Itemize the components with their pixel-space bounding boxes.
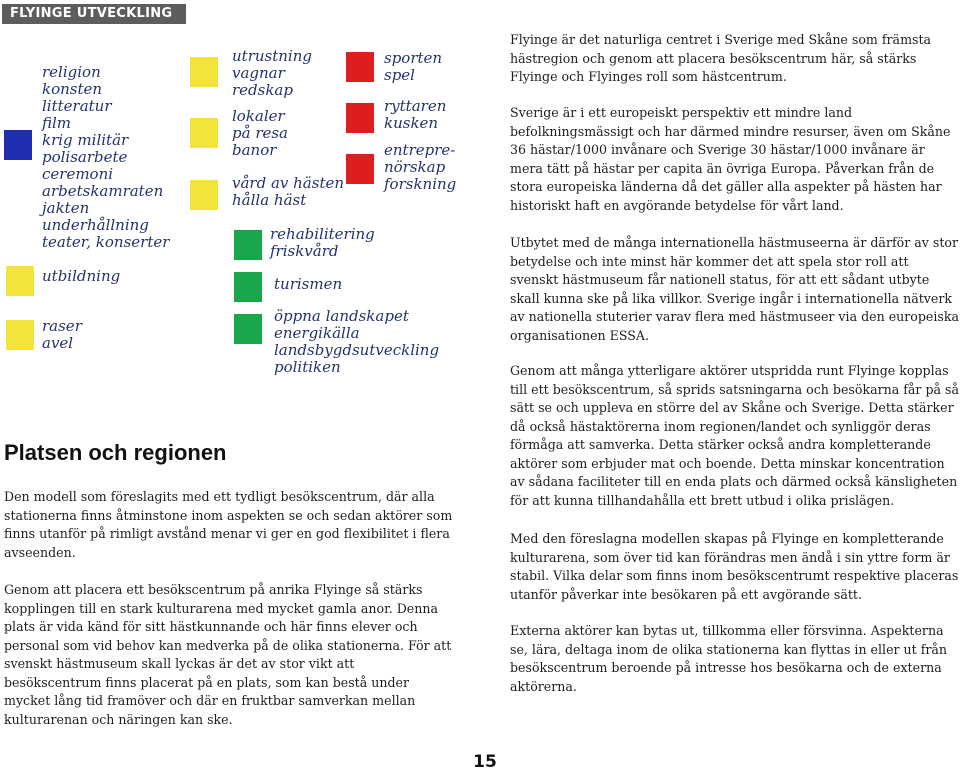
label-entrepreneurship: entrepre- nörskap forskning [384,141,457,193]
right-paragraph-1: Flyinge är det naturliga centret i Sverige med Skåne som främsta hästregion och genom att placera besökscentrum här, så stärks Flyinge och Flyinges roll som hästcentrum. [510,32,932,84]
label-riders: ryttaren kusken [384,97,447,132]
label-education: utbildning [42,267,121,285]
header-banner: FLYINGE UTVECKLING [2,4,186,24]
red-square-entrepreneurship [346,154,374,184]
label-facilities: lokaler på resa banor [232,107,289,159]
yellow-square-breeds [6,320,34,350]
yellow-square-facilities [190,118,218,148]
red-square-riders [346,103,374,133]
yellow-square-equipment [190,57,218,87]
left-paragraph-1: Den modell som föreslagits med ett tydligt besökscentrum, där alla stationerna finns åtminstone inom aspekten se och sedan aktörer som finns utanför på rimligt avstånd menar vi ger en god flexibilitet i flera avseenden. [4,489,453,560]
label-sport: sporten spel [384,49,443,84]
right-paragraph-6: Externa aktörer kan bytas ut, tillkomma eller försvinna. Aspekterna se, lära, deltaga inom de olika stationerna kan flyttas in eller ut från besökscentrum beroende på intresse hos besökarna och de externa aktörerna. [510,623,948,694]
page-number: 15 [473,752,497,772]
label-equipment: utrustning vagnar redskap [232,47,312,99]
section-heading: Platsen och regionen [4,440,227,465]
green-square-rehab [234,230,262,260]
left-paragraph-2: Genom att placera ett besökscentrum på anrika Flyinge så stärks kopplingen till en stark kulturarena med mycket gamla anor. Denna plats är vida känd för sitt hästkunnande och här finns elever och personal som vid behov kan medverka på de olika stationerna. För att svenskt hästmuseum skall lyckas är det av stor vikt att besökscentrum finns placerat på en plats, som kan bestå under mycket lång tid framöver och där en fruktbar samverkan mellan kulturarenan och näringen kan ske. [4,582,452,727]
right-paragraph-4: Genom att många ytterligare aktörer utspridda runt Flyinge kopplas till ett besökscentrum, så sprids satsningarna och besökarna får på så sätt se och uppleva en större del av Skåne och Sverige. Detta stärker då också hästaktörerna inom regionen/landet och synliggör deras förmåga att samverka. Detta stärker också andra kompletterande aktörer som erbjuder mat och boende. Detta minskar koncentration av sådana faciliteter till en enda plats och därmed också känsligheten för att kunna tillhandahålla ett brett utbud i olika prislägen. [510,363,959,508]
yellow-square-education [6,266,34,296]
right-paragraph-5: Med den föreslagna modellen skapas på Flyinge en kompletterande kulturarena, som över tid kan förändras men ändå i sin yttre form är stabil. Vilka delar som finns inom besökscentrumt respektive placeras utanför påverkar inte besökaren på ett avgörande sätt. [510,531,959,602]
label-culture: religion konsten litteratur film krig militär polisarbete ceremoni arbetskamraten jakten underhållning teater, konserter [42,63,170,251]
label-breeds: raser avel [42,317,82,352]
right-paragraph-3: Utbytet med de många internationella hästmuseerna är därför av stor betydelse och inte minst här kommer det att spela stor roll att svenskt hästmuseum får nationell status, för att ett sådant utbyte skall kunna ske på lika villkor. Sverige ingår i internationella nätverk av nationella stuterier varav flera med hästmuseer via den europeiska organisationen ESSA. [510,235,960,343]
right-paragraph-2: Sverige är i ett europeiskt perspektiv ett mindre land befolkningsmässigt och har därmed mindre resurser, även om Skåne 36 hästar/1000 invånare och Sverige 30 hästar/1000 invånare är mera tätt på hästar per capita än övriga Europa. Påverkan från de stora europeiska länderna då det gäller alla aspekter på hästen har historiskt haft en avgörande betydelse för vårt land. [510,105,951,213]
blue-square [4,130,32,160]
green-square-tourism [234,272,262,302]
label-rehab: rehabilitering friskvård [270,225,375,260]
green-square-landscape [234,314,262,344]
label-care: vård av hästen hålla häst [232,174,345,209]
yellow-square-care [190,180,218,210]
red-square-sport [346,52,374,82]
label-landscape: öppna landskapet energikälla landsbygdsutveckling politiken [274,307,440,376]
label-tourism: turismen [274,275,343,293]
aspects-diagram [0,0,470,390]
